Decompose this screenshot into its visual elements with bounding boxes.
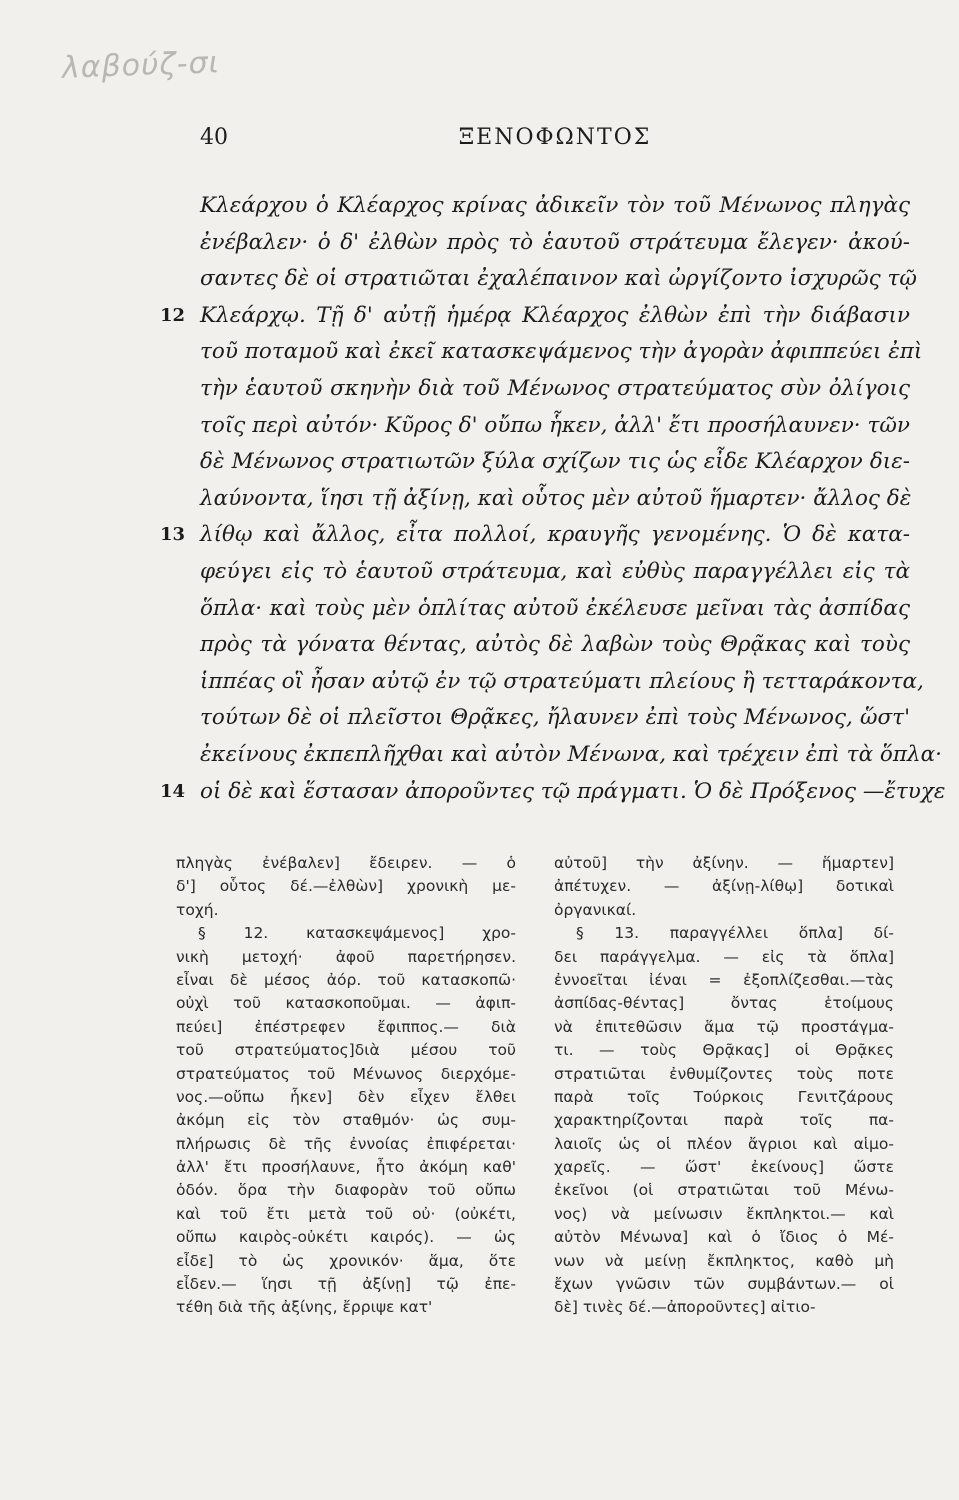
handwritten-margin-note: λαβούζ-σι <box>61 45 221 86</box>
note-line: ὀργανικαί. <box>554 900 637 919</box>
main-text-line <box>200 188 910 225</box>
main-text-line-content: σαντες δὲ οἱ στρατιῶται ἐχαλέπαινον καὶ ὠργίζοντο ἰσχυρῶς τῷ <box>200 266 917 292</box>
note-line: ἀκόμη εἰς τὸν σταθμόν· ὡς συμ- <box>176 1111 516 1130</box>
main-text-line-content: ἐκείνους ἐκπεπλῆχθαι καὶ αὐτὸν Μένωνα, καὶ τρέχειν ἐπὶ τὰ ὅπλα· <box>200 741 942 767</box>
note-line: νος) νὰ μείνωσιν ἔκπληκτοι.— καὶ <box>554 1204 894 1223</box>
note-line: ὁδόν. ὅρα τὴν διαφορὰν τοῦ οὔπω <box>176 1181 516 1200</box>
note-line: αὐτοῦ] τὴν ἀξίνην. — ἥμαρτεν] <box>554 854 894 872</box>
main-text-line <box>200 481 910 518</box>
section-number: 13 <box>160 524 186 546</box>
running-head: ΞΕΝΟΦΩΝΤΟΣ <box>458 125 652 150</box>
main-text-line-content: λίθῳ καὶ ἄλλος, εἶτα πολλοί, κραυγῆς γενομένης. Ὁ δὲ κατα- <box>200 522 910 548</box>
notes-right-column <box>554 852 894 1320</box>
note-line: δει παράγγελμα. — εἰς τὰ ὅπλα] <box>554 947 894 966</box>
main-text-line-content: τοῦ ποταμοῦ καὶ ἐκεῖ κατασκεψάμενος τὴν ἀγορὰν ἀφιππεύει ἐπὶ <box>200 339 923 365</box>
main-text-line <box>200 444 910 481</box>
main-text-line-content: Κλεάρχου ὁ Κλέαρχος κρίνας ἀδικεῖν τὸν τοῦ Μένωνος πληγὰς <box>200 193 910 218</box>
page-number: 40 <box>200 125 228 150</box>
note-line: νων νὰ μείνῃ ἔκπληκτος, καθὸ μὴ <box>554 1251 894 1270</box>
main-text-line <box>160 298 910 335</box>
main-text-line <box>160 517 910 554</box>
note-line: § 13. παραγγέλλει ὅπλα] δί- <box>576 924 894 943</box>
note-line: ἔχων γνῶσιν τῶν συμβάντων.— οἱ <box>554 1275 894 1294</box>
main-text-line <box>200 371 910 408</box>
note-line: αὐτὸν Μένωνα] καὶ ὁ ἴδιος ὁ Μέ- <box>554 1228 894 1247</box>
note-line: στρατιῶται ἐνθυμίζοντες τοὺς ποτε <box>554 1064 894 1083</box>
note-line: οὔπω καιρὸς-οὐκέτι καιρός). — ὡς <box>176 1228 516 1247</box>
section-number: 12 <box>160 304 186 326</box>
main-text-line <box>200 627 910 664</box>
note-line: εἶναι δὲ μέσος ἀόρ. τοῦ κατασκοπῶ· <box>176 970 516 989</box>
page-header <box>200 125 910 165</box>
note-line: πεύει] ἐπέστρεφεν ἔφιππος.— διὰ <box>176 1017 516 1036</box>
main-text-line <box>200 261 917 298</box>
note-line: οὐχὶ τοῦ κατασκοποῦμαι. — ἀφιπ- <box>176 994 516 1013</box>
note-line: χαρακτηρίζονται παρὰ τοῖς πα- <box>554 1111 894 1130</box>
main-text-line-content: πρὸς τὰ γόνατα θέντας, αὐτὸς δὲ λαβὼν τοὺς Θρᾷκας καὶ τοὺς <box>200 632 910 658</box>
main-text <box>160 188 946 810</box>
note-line: λαιοῖς ὡς οἱ πλέον ἄγριοι καὶ αἱμο- <box>554 1134 894 1153</box>
note-line: εἶδεν.— ἵησι τῇ ἀξίνῃ] τῷ ἐπε- <box>176 1275 516 1294</box>
main-text-line-content: τοῖς περὶ αὐτόν· Κῦρος δ' οὔπω ἧκεν, ἀλλ' ἔτι προσήλαυνεν· τῶν <box>200 412 910 438</box>
note-line: ἀπέτυχεν. — ἀξίνῃ-λίθῳ] δοτικαὶ <box>554 877 894 896</box>
note-line: νος.—οὔπω ἧκεν] δὲν εἶχεν ἔλθει <box>176 1087 516 1106</box>
note-line: δὲ] τινὲς δέ.—ἀποροῦντες] αἰτιο- <box>554 1298 816 1317</box>
main-text-line <box>200 700 910 737</box>
note-line: νὰ ἐπιτεθῶσιν ἅμα τῷ προστάγμα- <box>554 1017 894 1036</box>
main-text-line-content: Κλεάρχῳ. Τῇ δ' αὐτῇ ἡμέρᾳ Κλέαρχος ἐλθὼν ἐπὶ τὴν διάβασιν <box>200 302 910 328</box>
note-line: δ'] οὗτος δέ.—ἐλθὼν] χρονικὴ με- <box>176 877 516 896</box>
main-text-line-content: τούτων δὲ οἱ πλεῖστοι Θρᾷκες, ἤλαυνεν ἐπὶ τοὺς Μένωνος, ὥστ' <box>200 705 910 731</box>
note-line: τοῦ στρατεύματος]διὰ μέσου τοῦ <box>176 1041 516 1060</box>
notes-left-column <box>176 852 516 1320</box>
note-line: καὶ τοῦ ἔτι μετὰ τοῦ οὐ· (οὐκέτι, <box>176 1204 516 1223</box>
main-text-line-content: τὴν ἑαυτοῦ σκηνὴν διὰ τοῦ Μένωνος στρατεύματος σὺν ὀλίγοις <box>200 375 910 401</box>
main-text-line-content: φεύγει εἰς τὸ ἑαυτοῦ στράτευμα, καὶ εὐθὺς παραγγέλλει εἰς τὰ <box>200 558 910 584</box>
main-text-line <box>200 591 910 628</box>
note-line: § 12. κατασκεψάμενος] χρο- <box>198 924 516 943</box>
note-line: εἶδε] τὸ ὡς χρονικόν· ἅμα, ὅτε <box>176 1251 516 1270</box>
main-text-line <box>200 664 924 701</box>
note-line: νικὴ μετοχή· ἀφοῦ παρετήρησεν. <box>176 947 516 966</box>
note-line: τι. — τοὺς Θρᾷκας] οἱ Θρᾷκες <box>554 1041 894 1060</box>
main-text-line-content: οἱ δὲ καὶ ἕστασαν ἀποροῦντες τῷ πράγματι. Ὁ δὲ Πρόξενος —ἔτυχε <box>200 778 946 804</box>
note-line: ἐννοεῖται ἰέναι = ἐξοπλίζεσθαι.—τὰς <box>554 970 894 989</box>
note-line: τοχή. <box>176 900 219 919</box>
main-text-line-content: δὲ Μένωνος στρατιωτῶν ξύλα σχίζων τις ὡς εἶδε Κλέαρχον διε- <box>200 449 910 475</box>
note-line: ἐκεῖνοι (οἱ στρατιῶται τοῦ Μένω- <box>554 1181 894 1200</box>
main-text-line-content: ὅπλα· καὶ τοὺς μὲν ὁπλίτας αὐτοῦ ἐκέλευσε μεῖναι τὰς ἀσπίδας <box>200 595 910 621</box>
main-text-line <box>160 774 946 811</box>
main-text-line <box>200 408 910 445</box>
note-line: ἀλλ' ἔτι προσήλαυνε, ἦτο ἀκόμη καθ' <box>176 1158 516 1177</box>
main-text-line <box>200 334 923 371</box>
note-line: πλήρωσις δὲ τῆς ἐννοίας ἐπιφέρεται· <box>176 1134 516 1153</box>
main-text-line-content: λαύνοντα, ἵησι τῇ ἀξίνῃ, καὶ οὗτος μὲν αὐτοῦ ἥμαρτεν· ἄλλος δὲ <box>200 485 912 511</box>
note-line: στρατεύματος τοῦ Μένωνος διερχόμε- <box>176 1064 516 1083</box>
main-text-line <box>200 737 942 774</box>
note-line: ἀσπίδας-θέντας] ὄντας ἑτοίμους <box>554 994 894 1013</box>
main-text-line <box>200 225 910 262</box>
note-line: τέθη διὰ τῆς ἀξίνης, ἔρριψε κατ' <box>176 1298 433 1317</box>
main-text-line-content: ἐνέβαλεν· ὁ δ' ἐλθὼν πρὸς τὸ ἑαυτοῦ στράτευμα ἔλεγεν· ἀκού- <box>200 229 910 255</box>
main-text-line-content: ἱππέας οἳ ἦσαν αὐτῷ ἐν τῷ στρατεύματι πλείους ἢ τετταράκοντα, <box>200 668 924 694</box>
note-line: χαρεῖς. — ὥστ' ἐκείνους] ὥστε <box>554 1158 894 1177</box>
section-number: 14 <box>160 780 186 802</box>
note-line: παρὰ τοῖς Τούρκοις Γενιτζάρους <box>554 1087 894 1106</box>
note-line: πληγὰς ἐνέβαλεν] ἔδειρεν. — ὁ <box>176 854 516 872</box>
main-text-line <box>200 554 910 591</box>
